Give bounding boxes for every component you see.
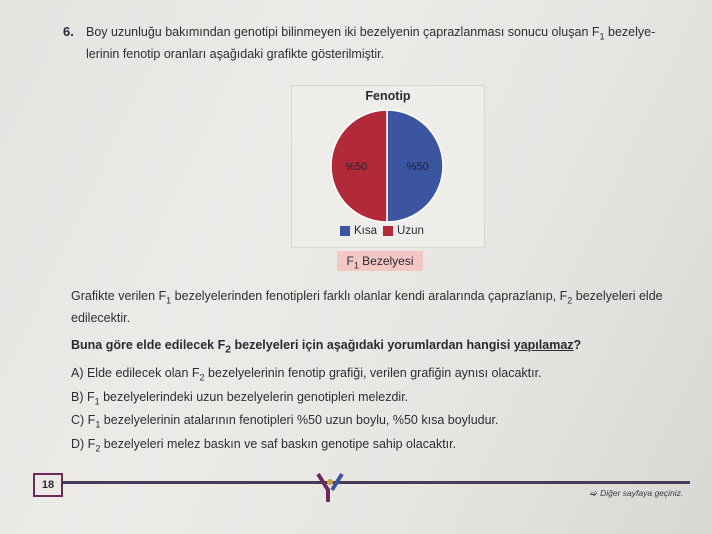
pie-chart — [291, 85, 485, 248]
chart-caption — [337, 251, 423, 271]
prompt-c: ? — [573, 338, 582, 352]
question-sub-1: 1 — [599, 31, 605, 42]
p1-c: bezelyeleri elde edilecektir. — [71, 289, 663, 325]
footer-divider — [34, 481, 690, 484]
page-number: 18 — [33, 473, 63, 497]
prompt-b: bezelyeleri için aşağıdaki yorumlardan hangisi — [231, 338, 514, 352]
option-b[interactable] — [71, 388, 691, 412]
question-number: 6. — [63, 24, 74, 39]
legend-item-kisa — [340, 225, 377, 237]
option-d-sub: 2 — [95, 443, 101, 453]
p1-a: Grafikte verilen F — [71, 289, 167, 303]
caption-sub: 1 — [353, 260, 359, 271]
caption-b: Bezelyesi — [358, 254, 414, 268]
option-d-letter: D) — [71, 436, 85, 451]
arrow-icon: ➫ — [590, 488, 598, 498]
legend-swatch-kisa — [340, 226, 350, 236]
question-prompt — [71, 338, 691, 356]
legend-label-kisa: Kısa — [354, 225, 378, 237]
caption-a: F — [346, 254, 354, 268]
p1-b: bezelyelerinden fenotipleri farklı olanlar kendi aralarında çaprazlanıp, F — [171, 289, 568, 303]
option-b-pre: F — [83, 389, 95, 404]
prompt-underline: yapılamaz — [513, 338, 574, 352]
pie-svg — [327, 108, 447, 224]
option-c-sub: 1 — [95, 419, 101, 430]
option-c-pre: F — [84, 413, 96, 427]
chart-title: Fenotip — [365, 89, 411, 103]
chart-legend — [340, 225, 430, 237]
option-d-pre: F — [84, 436, 96, 451]
option-b-post: bezelyelerindeki uzun bezelyelerin genotipleri melezdir. — [99, 389, 409, 404]
question-text-b: bezelye-lerinin fenotip oranları aşağıdaki grafikte gösterilmiştir. — [86, 25, 656, 61]
legend-label-uzun: Uzun — [397, 225, 424, 237]
question-text-a: Boy uzunluğu bakımından genotipi bilinmeyen iki bezelyenin çaprazlanması sonucu oluşan F — [86, 25, 600, 39]
p1-sub2: 2 — [567, 295, 573, 306]
next-page-note — [590, 488, 683, 499]
option-a-letter: A) — [71, 366, 84, 380]
prompt-sub: 2 — [225, 344, 232, 356]
option-d-post: bezelyeleri melez baskın ve saf baskın genotipe sahip olacaktır. — [100, 436, 457, 451]
legend-swatch-uzun — [383, 226, 393, 236]
option-d[interactable] — [71, 435, 691, 459]
option-a-pre: Elde edilecek olan F — [83, 366, 200, 380]
option-a-post: bezelyelerinin fenotip grafiği, verilen grafiğin aynısı olacaktır. — [204, 366, 542, 380]
prompt-a: Buna göre elde edilecek F — [71, 338, 226, 352]
body-paragraph — [71, 288, 691, 327]
option-a-sub: 2 — [199, 372, 205, 383]
question-text — [86, 24, 676, 63]
option-c-post: bezelyelerinin atalarının fenotipleri %50 uzun boylu, %50 kısa boyludur. — [100, 413, 499, 427]
pie-label-uzun: %50 — [345, 161, 368, 173]
next-page-text: Diğer sayfaya geçiniz. — [600, 488, 684, 498]
publisher-logo-icon — [310, 468, 350, 508]
option-c-letter: C) — [71, 413, 85, 427]
option-c[interactable] — [71, 411, 691, 435]
legend-item-uzun — [383, 225, 424, 237]
answer-options — [71, 364, 691, 458]
pie-label-kisa: %50 — [406, 161, 429, 173]
option-b-sub: 1 — [94, 396, 100, 406]
option-a[interactable] — [71, 364, 691, 388]
p1-sub1: 1 — [166, 295, 172, 306]
option-b-letter: B) — [71, 389, 84, 404]
